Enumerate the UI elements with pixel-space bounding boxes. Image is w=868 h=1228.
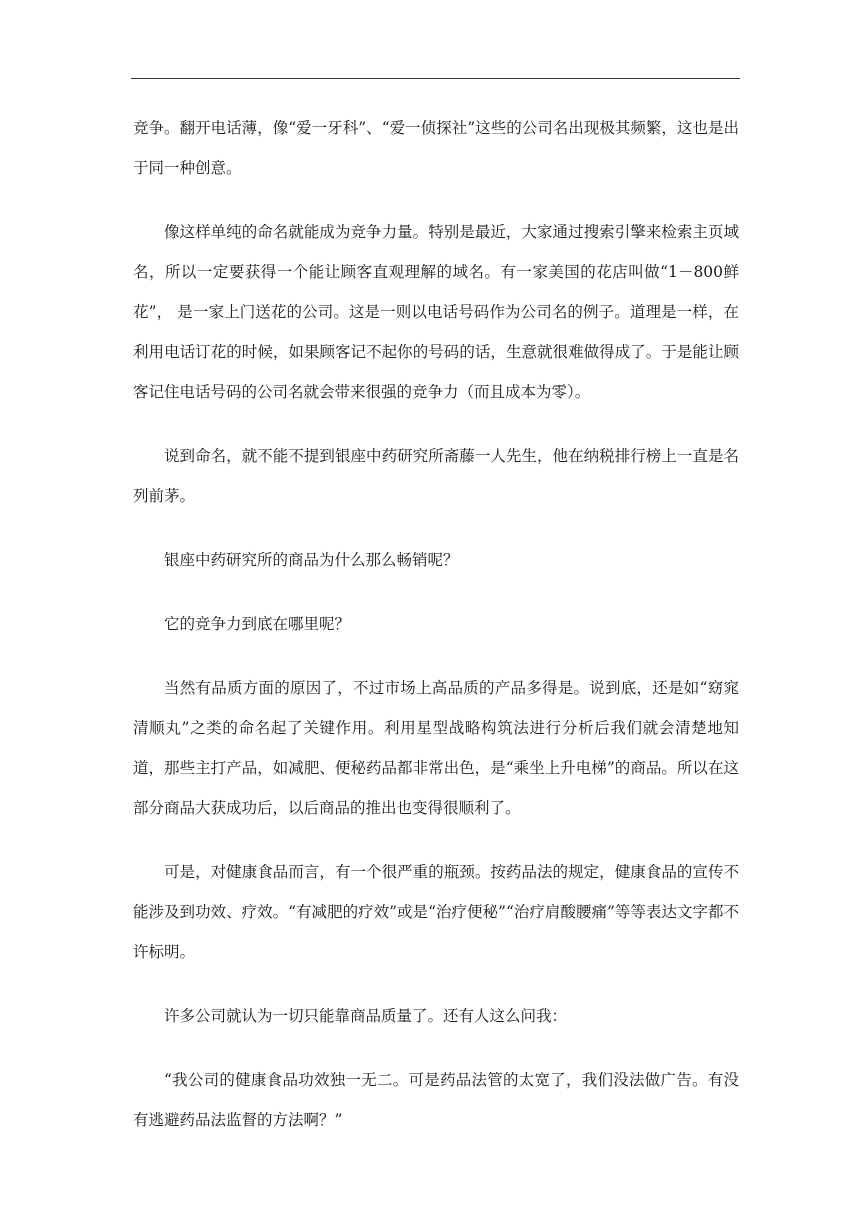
paragraph-7: 可是，对健康食品而言，有一个很严重的瓶颈。按药品法的规定，健康食品的宣传不能涉及到功效、疗效。“有减肥的疗效”或是“治疗便秘”“治疗肩酸腰痛”等等表达文字都不许标明。 <box>133 863 739 961</box>
paragraph-3: 说到命名，就不能不提到银座中药研究所斋藤一人先生，他在纳税排行榜上一直是名列前茅。 <box>133 447 739 505</box>
paragraph-5: 它的竞争力到底在哪里呢？ <box>164 615 351 633</box>
paragraph-9: “我公司的健康食品功效独一无二。可是药品法管的太宽了，我们没法做广告。有没有逃避药品法监督的方法啊？” <box>133 1071 739 1129</box>
paragraph-2: 像这样单纯的命名就能成为竞争力量。特别是最近，大家通过搜索引擎来检索主页域名，所以一定要获得一个能让顾客直观理解的域名。有一家美国的花店叫做“1－800鲜花”， 是一家上门送花的公司。这是一则以电话号码作为公司名的例子。道理是一样，在利用电话订花的时候，如果顾客记不起你的号码的话，生意就很难做得成了。于是能让顾客记住电话号码的公司名就会带来很强的竞争力（而且成本为零）。 <box>133 223 739 401</box>
paragraph-1: 竞争。翻开电话薄，像“爱一牙科”、“爱一侦探社”这些的公司名出现极其频繁，这也是出于同一种创意。 <box>133 119 739 177</box>
paragraph-8: 许多公司就认为一切只能靠商品质量了。还有人这么问我： <box>164 1007 568 1025</box>
document-body <box>133 108 739 1164</box>
paragraph-6: 当然有品质方面的原因了，不过市场上高品质的产品多得是。说到底，还是如“窈窕清顺丸”之类的命名起了关键作用。利用星型战略构筑法进行分析后我们就会清楚地知道，那些主打产品，如减肥、便秘药品都非常出色，是“乘坐上升电梯”的商品。所以在这部分商品大获成功后，以后商品的推出也变得很顺利了。 <box>133 679 739 817</box>
header-rule <box>131 78 740 79</box>
paragraph-4: 银座中药研究所的商品为什么那么畅销呢？ <box>164 551 459 569</box>
